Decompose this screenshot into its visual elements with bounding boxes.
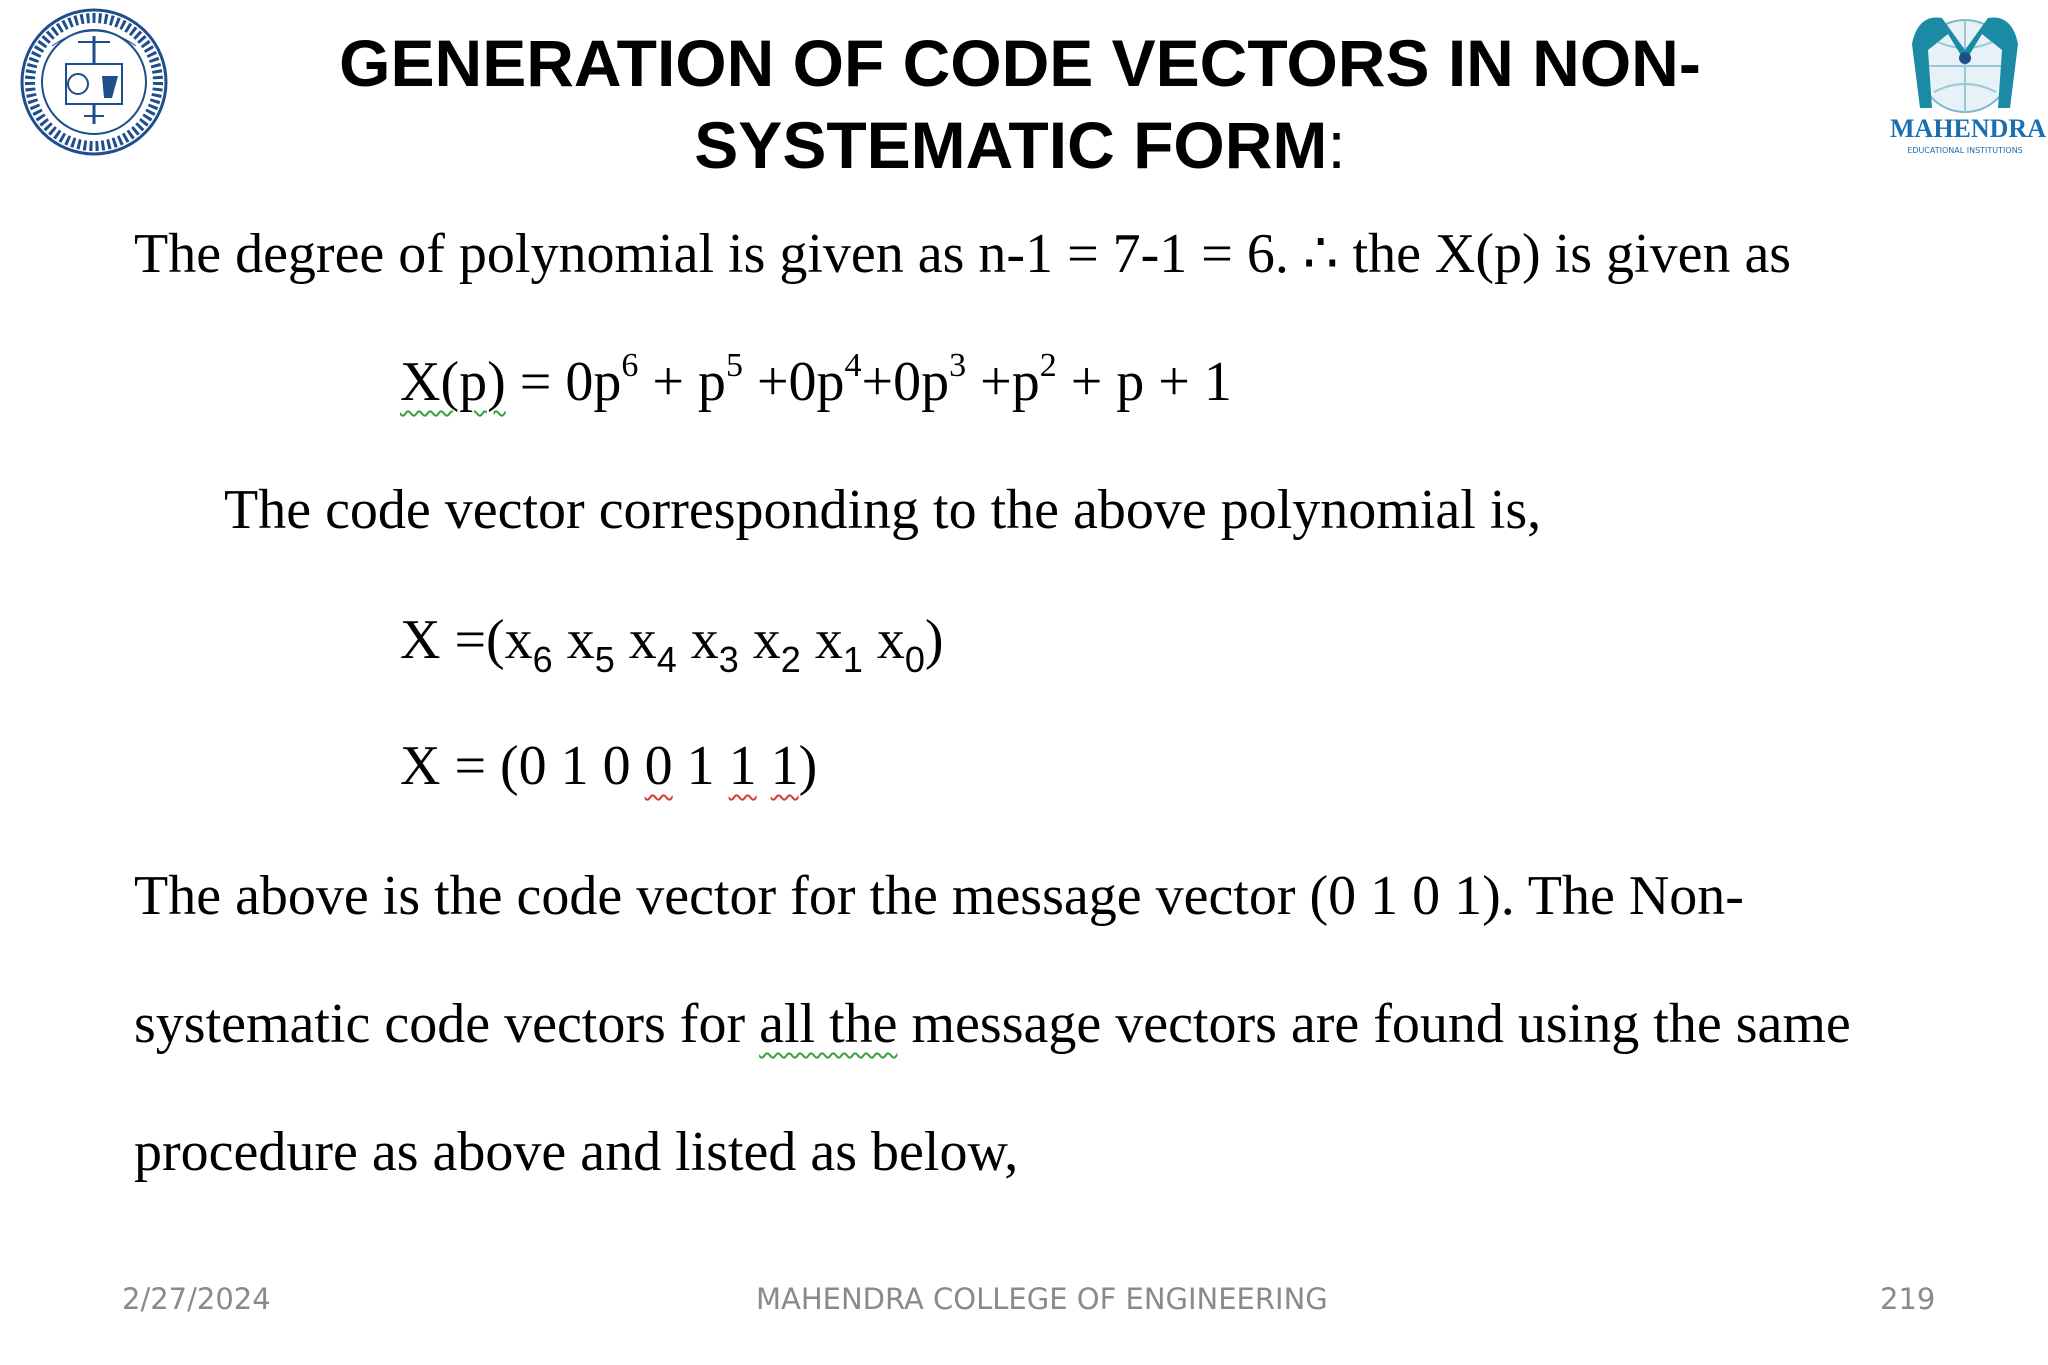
bit-x3: 0 — [644, 735, 673, 797]
equation-rhs-0: = 0p — [519, 351, 622, 413]
polynomial-equation — [400, 347, 1232, 414]
equation-rhs-4: +p — [966, 351, 1040, 413]
equation-rhs-5: + p + 1 — [1056, 351, 1232, 413]
slide-title-line1: GENERATION OF CODE VECTORS IN NON- — [339, 26, 1701, 100]
equation-exp-3: 3 — [949, 347, 967, 384]
symbolic-suffix: ) — [924, 609, 944, 671]
college-seal-logo — [12, 6, 176, 158]
element-x6: $x_6$ — [504, 609, 553, 680]
footer-date: 2/27/2024 — [122, 1282, 271, 1316]
element-x1: $x_1$ — [814, 609, 863, 680]
vector-intro-sentence: The code vector corresponding to the above polynomial is, — [224, 479, 1542, 541]
equation-exp-6: 6 — [621, 347, 639, 384]
paragraph-line-2-end: message vectors are found using the same — [897, 993, 1851, 1055]
slide-title-colon: : — [1327, 108, 1346, 182]
bit-x2: 1 — [686, 735, 715, 797]
equation-rhs-1: + p — [638, 351, 726, 413]
mahendra-logo-text: MAHENDRA — [1890, 114, 2046, 143]
bit-x1: 1 — [728, 735, 757, 797]
element-x2: $x_2$ — [752, 609, 801, 680]
equation-rhs-2: +0p — [742, 351, 845, 413]
slide-title — [260, 22, 1780, 186]
equation-exp-2: 2 — [1039, 347, 1057, 384]
paragraph-line-2-flagged: all the — [759, 993, 898, 1055]
footer-page-number: 219 — [1880, 1282, 1936, 1316]
mahendra-logo — [1890, 4, 2046, 164]
paragraph-line-3: procedure as above and listed as below, — [134, 1121, 1019, 1183]
footer-college-name: MAHENDRA COLLEGE OF ENGINEERING — [756, 1282, 1328, 1316]
equation-lhs: X(p) — [400, 351, 506, 413]
paragraph-line-1: The above is the code vector for the message vector (0 1 0 1). The Non- — [134, 865, 1744, 927]
element-x4: $x_4$ — [628, 609, 677, 680]
element-x5: $x_5$ — [566, 609, 615, 680]
bit-x5: 1 — [560, 735, 589, 797]
equation-exp-5: 5 — [725, 347, 743, 384]
symbolic-code-vector — [400, 608, 944, 680]
bit-x4: 0 — [602, 735, 631, 797]
bit-x0: 1 — [770, 735, 799, 797]
element-x0: $x_0$ — [876, 609, 925, 680]
equation-exp-4: 4 — [844, 347, 862, 384]
intro-sentence: The degree of polynomial is given as n-1 = 7-1 = 6. ∴ the X(p) is given as — [134, 223, 1792, 285]
bit-x6: 0 — [518, 735, 547, 797]
element-x3: $x_3$ — [690, 609, 739, 680]
slide-title-line2: SYSTEMATIC FORM — [694, 108, 1328, 182]
numeric-prefix: X = ( — [400, 735, 519, 797]
numeric-suffix: ) — [798, 735, 818, 797]
equation-rhs-3: +0p — [861, 351, 950, 413]
symbolic-prefix: X =( — [400, 609, 505, 671]
mahendra-logo-subtext: EDUCATIONAL INSTITUTIONS — [1907, 146, 2023, 155]
paragraph-line-2-start: systematic code vectors for — [134, 993, 760, 1055]
numeric-code-vector — [400, 734, 817, 798]
paragraph-line-2 — [134, 992, 1851, 1056]
